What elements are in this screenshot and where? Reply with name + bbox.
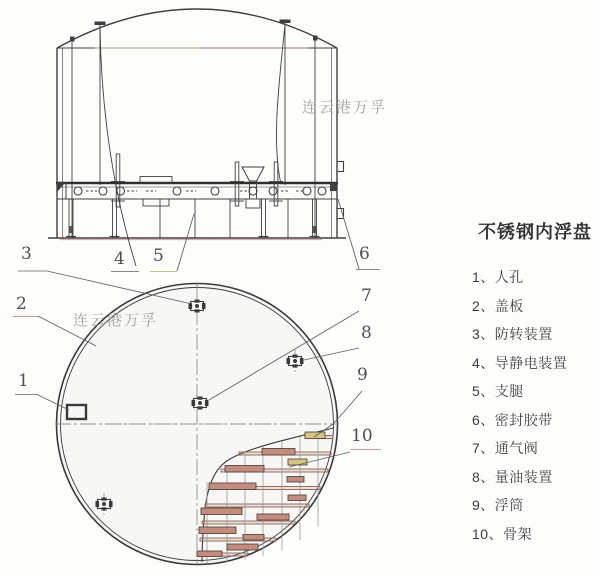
deck-fitting bbox=[96, 498, 112, 510]
watermark-text: 连云港万孚 bbox=[302, 99, 388, 116]
floating-deck bbox=[56, 183, 338, 199]
legend-item-4: 4、导静电装置 bbox=[472, 354, 568, 371]
tank-dome-roof bbox=[57, 9, 337, 48]
vent-valve bbox=[192, 397, 208, 409]
callout-4: 4 bbox=[114, 249, 125, 269]
callout-10: 10 bbox=[351, 426, 373, 446]
parts-legend-panel bbox=[470, 218, 600, 553]
legend-item-1: 1、人孔 bbox=[472, 269, 524, 285]
callout-5: 5 bbox=[153, 246, 164, 266]
callout-8: 8 bbox=[361, 323, 372, 343]
legend-item-10: 10、骨架 bbox=[472, 525, 533, 542]
legend-item-3: 3、防转装置 bbox=[472, 326, 553, 342]
manhole bbox=[67, 405, 86, 419]
oil-gauging-device bbox=[287, 355, 303, 367]
callout-9: 9 bbox=[357, 365, 368, 385]
legend-item-8: 8、量油装置 bbox=[472, 468, 553, 485]
static-cable-right bbox=[276, 25, 285, 184]
callout-2: 2 bbox=[16, 294, 27, 314]
parts-legend bbox=[470, 268, 600, 543]
shell-brackets bbox=[337, 162, 344, 219]
callout-6: 6 bbox=[359, 244, 370, 264]
legend-item-6: 6、密封胶带 bbox=[472, 411, 553, 428]
legend-item-5: 5、支腿 bbox=[472, 383, 524, 399]
legend-title: 不锈钢内浮盘 bbox=[478, 222, 592, 242]
tank-side-view bbox=[48, 9, 346, 269]
static-cable-left bbox=[100, 27, 136, 269]
callout-1: 1 bbox=[18, 371, 29, 391]
legend-item-9: 9、浮筒 bbox=[472, 497, 524, 513]
legend-item-7: 7、通气阀 bbox=[472, 440, 539, 456]
callout-7: 7 bbox=[361, 286, 372, 306]
watermark-text: 连云港万孚 bbox=[73, 312, 159, 329]
callout-3: 3 bbox=[21, 244, 32, 264]
legend-item-2: 2、盖板 bbox=[472, 297, 524, 314]
anti-rotation-device bbox=[189, 300, 205, 312]
